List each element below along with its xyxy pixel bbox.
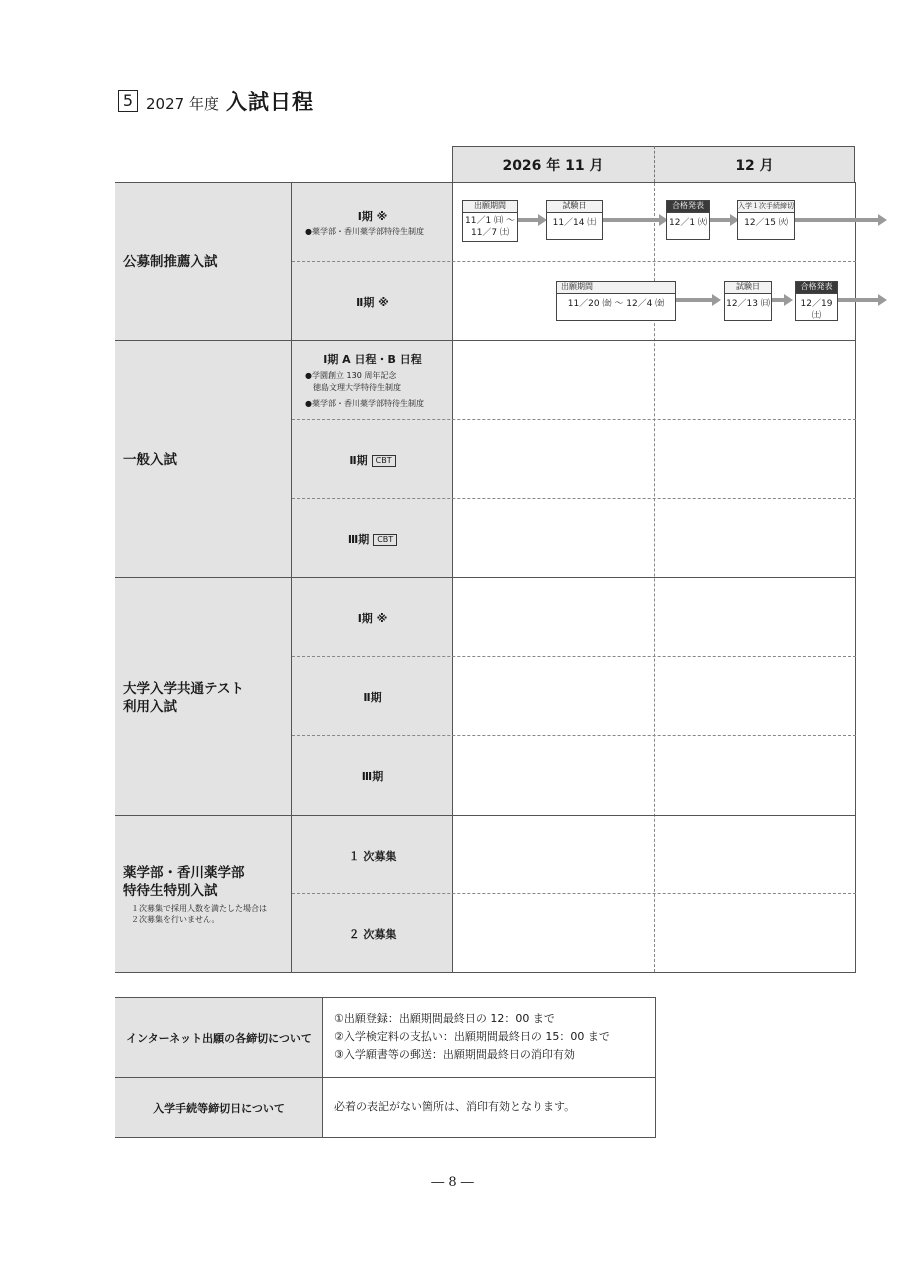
category-suisen: 公募制推薦入試 [123,254,218,270]
month-label-nov: 2026 年 11 月 [502,158,604,174]
notes-deadline-text: 必着の表記がない箇所は、消印有効となります。 [334,1100,576,1113]
cbt-badge: CBT [373,534,397,546]
notes-head-internet: インターネット出願の各締切について [126,1032,312,1045]
sub-separator [292,893,856,894]
row-separator [115,340,856,341]
sub-suisen-2: Ⅱ期 ※ [356,296,389,309]
arrow-head [712,294,721,306]
pass-announce-box: 合格発表 12／19 ㈯ [795,281,838,321]
pass-announce-box: 合格発表 12／1 ㈫ [666,200,710,240]
apply-period-box: 出願期間 11／1 ㈰ ～ 11／7 ㈯ [462,200,518,242]
section-year: 2027 年度 [146,95,219,113]
category-yakugaku: 薬学部・香川薬学部 特待生特別入試 [123,865,245,899]
sub-kyotsu-1: Ⅰ期 ※ [357,612,388,625]
arrow-head [878,294,887,306]
timeline-arrow [518,218,540,222]
sub-separator [292,419,856,420]
notes-head-deadline: 入学手続等締切日について [153,1102,285,1115]
sub-kyotsu-2: Ⅱ期 [363,691,382,704]
category-ippan: 一般入試 [123,452,177,468]
sub-ippan-1: Ⅰ期 A 日程・B 日程 [323,353,422,366]
sub-toku-1: １ 次募集 [348,850,397,863]
section-number: 5 [118,90,138,112]
month-label-dec: 12 月 [735,158,774,174]
sub-separator [292,735,856,736]
timeline-arrow [838,298,878,302]
page-number: ― 8 ― [431,1175,474,1190]
apply-period-box: 出願期間 11／20 ㈮ ～ 12／4 ㈮ [556,281,676,321]
sub-separator [292,656,856,657]
enrollment-deadline-box: 入学１次手続締切 12／15 ㈫ [737,200,795,240]
exam-date-box: 試験日 11／14 ㈯ [546,200,603,240]
sub-suisen-1-note: ●薬学部・香川薬学部特待生制度 [305,227,424,236]
sub-ippan-1-notes: ●学園創立 130 周年記念 徳島文理大学特待生制度 ●薬学部・香川薬学部特待生制度 [305,371,424,408]
timeline-arrow [710,218,732,222]
arrow-head [878,214,887,226]
row-separator [115,815,856,816]
sub-ippan-2: Ⅱ期 CBT [292,452,453,468]
exam-date-box: 試験日 12／13 ㈰ [724,281,772,321]
timeline-arrow [676,298,712,302]
category-yakugaku-note: １次募集で採用人数を満たした場合は ２次募集を行いません。 [131,904,267,924]
sub-suisen-1: Ⅰ期 ※ [357,210,388,223]
timeline-arrow [603,218,661,222]
page-title: 入試日程 [226,90,314,114]
sub-separator [292,498,856,499]
arrow-head [784,294,793,306]
notes-head-column [115,998,323,1137]
sub-kyotsu-3: Ⅲ期 [361,770,384,783]
timeline-arrow [772,298,784,302]
notes-separator [115,1077,656,1078]
sub-toku-2: ２ 次募集 [348,928,397,941]
timeline-arrow [795,218,878,222]
notes-internet-lines: ①出願登録：出願期間最終日の 12：00 まで ②入学検定料の支払い：出願期間最終日の 15：00 まで ③入学願書等の郵送：出願期間最終日の消印有効 [334,1012,610,1061]
sub-separator [292,261,856,262]
sub-ippan-3: Ⅲ期 CBT [292,531,453,547]
cbt-badge: CBT [372,455,396,467]
category-kyotsu: 大学入学共通テスト 利用入試 [123,681,244,715]
row-separator [115,577,856,578]
